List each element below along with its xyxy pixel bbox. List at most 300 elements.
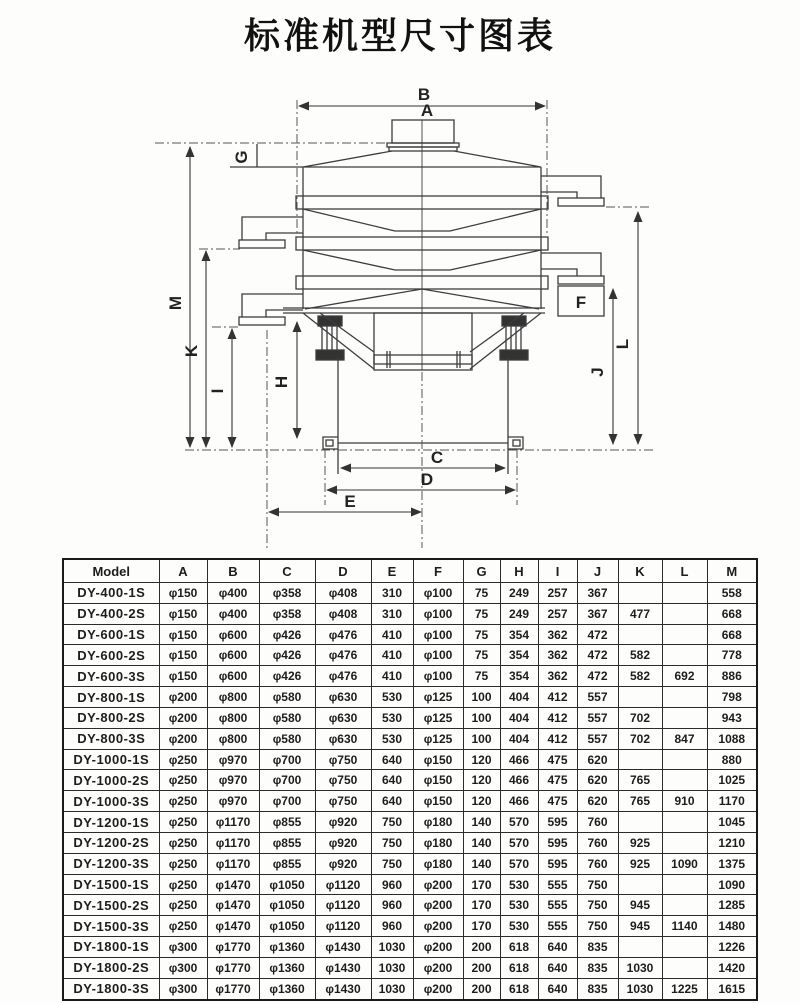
value-cell: 412 bbox=[538, 707, 577, 728]
value-cell: φ200 bbox=[159, 687, 207, 708]
table-row bbox=[63, 728, 757, 749]
column-header: K bbox=[618, 559, 662, 583]
value-cell: φ920 bbox=[315, 812, 371, 833]
table-row bbox=[63, 624, 757, 645]
dim-label-c: C bbox=[430, 448, 444, 467]
value-cell: 170 bbox=[463, 895, 500, 916]
value-cell: 880 bbox=[707, 749, 757, 770]
value-cell: φ250 bbox=[159, 832, 207, 853]
value-cell: 558 bbox=[707, 583, 757, 604]
value-cell: 530 bbox=[500, 874, 538, 895]
value-cell: 530 bbox=[371, 728, 413, 749]
table-row bbox=[63, 583, 757, 604]
value-cell: φ250 bbox=[159, 853, 207, 874]
dim-label-e: E bbox=[344, 492, 356, 511]
model-cell: DY-1800-2S bbox=[63, 957, 159, 978]
value-cell: 925 bbox=[618, 832, 662, 853]
value-cell: 1420 bbox=[707, 957, 757, 978]
value-cell bbox=[662, 957, 707, 978]
value-cell bbox=[618, 937, 662, 958]
value-cell: 1030 bbox=[371, 937, 413, 958]
value-cell bbox=[618, 624, 662, 645]
model-cell: DY-1200-2S bbox=[63, 832, 159, 853]
value-cell: 412 bbox=[538, 728, 577, 749]
value-cell: 692 bbox=[662, 666, 707, 687]
value-cell bbox=[662, 832, 707, 853]
value-cell: 1615 bbox=[707, 978, 757, 1000]
dim-label-h: H bbox=[272, 375, 291, 389]
value-cell: 798 bbox=[707, 687, 757, 708]
value-cell: 120 bbox=[463, 770, 500, 791]
value-cell: 200 bbox=[463, 957, 500, 978]
value-cell: φ150 bbox=[159, 603, 207, 624]
value-cell: 75 bbox=[463, 645, 500, 666]
value-cell: 618 bbox=[500, 978, 538, 1000]
value-cell: φ100 bbox=[413, 645, 463, 666]
value-cell: 620 bbox=[577, 791, 618, 812]
value-cell: 404 bbox=[500, 728, 538, 749]
value-cell: φ700 bbox=[259, 749, 315, 770]
value-cell: φ200 bbox=[413, 916, 463, 937]
value-cell: 555 bbox=[538, 916, 577, 937]
value-cell bbox=[662, 937, 707, 958]
value-cell: 354 bbox=[500, 624, 538, 645]
value-cell: 702 bbox=[618, 728, 662, 749]
value-cell: 668 bbox=[707, 624, 757, 645]
value-cell: 1170 bbox=[707, 791, 757, 812]
column-header: C bbox=[259, 559, 315, 583]
dim-label-j: J bbox=[588, 367, 607, 377]
table-row bbox=[63, 937, 757, 958]
value-cell: 477 bbox=[618, 603, 662, 624]
value-cell: φ250 bbox=[159, 916, 207, 937]
value-cell: 466 bbox=[500, 749, 538, 770]
value-cell: φ750 bbox=[315, 749, 371, 770]
value-cell: φ700 bbox=[259, 770, 315, 791]
value-cell: 945 bbox=[618, 916, 662, 937]
value-cell: 925 bbox=[618, 853, 662, 874]
value-cell: φ580 bbox=[259, 687, 315, 708]
value-cell: φ855 bbox=[259, 832, 315, 853]
model-cell: DY-600-3S bbox=[63, 666, 159, 687]
value-cell: φ1770 bbox=[207, 957, 259, 978]
column-header: G bbox=[463, 559, 500, 583]
value-cell: 1285 bbox=[707, 895, 757, 916]
value-cell: 945 bbox=[618, 895, 662, 916]
value-cell: φ125 bbox=[413, 728, 463, 749]
value-cell: φ1470 bbox=[207, 874, 259, 895]
value-cell: 765 bbox=[618, 791, 662, 812]
model-cell: DY-600-2S bbox=[63, 645, 159, 666]
column-header: B bbox=[207, 559, 259, 583]
value-cell: φ408 bbox=[315, 603, 371, 624]
value-cell: 640 bbox=[371, 749, 413, 770]
value-cell: φ1120 bbox=[315, 916, 371, 937]
value-cell: 410 bbox=[371, 666, 413, 687]
value-cell: 750 bbox=[371, 832, 413, 853]
column-header: J bbox=[577, 559, 618, 583]
value-cell: φ150 bbox=[413, 791, 463, 812]
value-cell: φ100 bbox=[413, 666, 463, 687]
dim-label-a: A bbox=[420, 101, 434, 120]
value-cell: 760 bbox=[577, 853, 618, 874]
value-cell: 960 bbox=[371, 874, 413, 895]
table-row bbox=[63, 812, 757, 833]
value-cell: φ400 bbox=[207, 583, 259, 604]
value-cell: 410 bbox=[371, 645, 413, 666]
value-cell: φ200 bbox=[413, 874, 463, 895]
table-row bbox=[63, 853, 757, 874]
dim-label-g: G bbox=[232, 150, 251, 164]
value-cell: 595 bbox=[538, 853, 577, 874]
value-cell: φ150 bbox=[159, 666, 207, 687]
value-cell: 750 bbox=[577, 916, 618, 937]
table-row bbox=[63, 770, 757, 791]
table-row bbox=[63, 895, 757, 916]
value-cell bbox=[662, 812, 707, 833]
value-cell: 618 bbox=[500, 957, 538, 978]
dim-label-k: K bbox=[182, 344, 201, 358]
value-cell: 354 bbox=[500, 666, 538, 687]
value-cell: φ100 bbox=[413, 603, 463, 624]
dim-label-b: B bbox=[417, 85, 431, 104]
value-cell: φ580 bbox=[259, 728, 315, 749]
value-cell: 170 bbox=[463, 916, 500, 937]
value-cell: φ630 bbox=[315, 687, 371, 708]
value-cell: 75 bbox=[463, 624, 500, 645]
value-cell: φ630 bbox=[315, 707, 371, 728]
value-cell: φ300 bbox=[159, 937, 207, 958]
value-cell: 765 bbox=[618, 770, 662, 791]
value-cell: 847 bbox=[662, 728, 707, 749]
table-row bbox=[63, 645, 757, 666]
value-cell bbox=[662, 770, 707, 791]
value-cell: φ426 bbox=[259, 666, 315, 687]
value-cell: 1140 bbox=[662, 916, 707, 937]
column-header: Model bbox=[63, 559, 159, 583]
value-cell: φ700 bbox=[259, 791, 315, 812]
value-cell: 1226 bbox=[707, 937, 757, 958]
value-cell: 100 bbox=[463, 687, 500, 708]
value-cell: 367 bbox=[577, 603, 618, 624]
value-cell: 595 bbox=[538, 832, 577, 853]
value-cell: φ1770 bbox=[207, 978, 259, 1000]
value-cell: φ400 bbox=[207, 603, 259, 624]
value-cell: 354 bbox=[500, 645, 538, 666]
dimension-table-wrap bbox=[62, 558, 756, 1001]
value-cell: 1030 bbox=[371, 957, 413, 978]
dim-label-l: L bbox=[613, 338, 632, 350]
value-cell: φ150 bbox=[413, 770, 463, 791]
value-cell: φ476 bbox=[315, 624, 371, 645]
value-cell: 640 bbox=[538, 937, 577, 958]
table-row bbox=[63, 874, 757, 895]
value-cell: 640 bbox=[538, 957, 577, 978]
value-cell: φ250 bbox=[159, 791, 207, 812]
value-cell: φ1120 bbox=[315, 874, 371, 895]
table-row bbox=[63, 791, 757, 812]
value-cell: φ855 bbox=[259, 812, 315, 833]
sieve-machine-outline bbox=[230, 120, 604, 474]
value-cell: 120 bbox=[463, 791, 500, 812]
value-cell: 100 bbox=[463, 707, 500, 728]
value-cell: φ1430 bbox=[315, 957, 371, 978]
value-cell bbox=[662, 624, 707, 645]
value-cell: 835 bbox=[577, 937, 618, 958]
spring-right bbox=[500, 316, 528, 360]
table-header-row bbox=[63, 559, 757, 583]
value-cell: 530 bbox=[371, 687, 413, 708]
model-cell: DY-1500-1S bbox=[63, 874, 159, 895]
value-cell: 1225 bbox=[662, 978, 707, 1000]
value-cell: φ1120 bbox=[315, 895, 371, 916]
value-cell bbox=[618, 583, 662, 604]
value-cell: 555 bbox=[538, 895, 577, 916]
value-cell: 472 bbox=[577, 645, 618, 666]
value-cell: 668 bbox=[707, 603, 757, 624]
value-cell: 249 bbox=[500, 583, 538, 604]
value-cell: 367 bbox=[577, 583, 618, 604]
column-header: H bbox=[500, 559, 538, 583]
value-cell: φ125 bbox=[413, 687, 463, 708]
value-cell: φ100 bbox=[413, 583, 463, 604]
value-cell: 475 bbox=[538, 770, 577, 791]
value-cell: 750 bbox=[577, 874, 618, 895]
value-cell: 960 bbox=[371, 916, 413, 937]
value-cell: 310 bbox=[371, 583, 413, 604]
value-cell: 140 bbox=[463, 812, 500, 833]
dim-label-i: I bbox=[208, 388, 227, 394]
table-row bbox=[63, 957, 757, 978]
value-cell: 555 bbox=[538, 874, 577, 895]
value-cell: 170 bbox=[463, 874, 500, 895]
value-cell: φ200 bbox=[159, 707, 207, 728]
value-cell: φ300 bbox=[159, 978, 207, 1000]
value-cell: 140 bbox=[463, 853, 500, 874]
model-cell: DY-1800-1S bbox=[63, 937, 159, 958]
value-cell: 257 bbox=[538, 603, 577, 624]
value-cell: φ1770 bbox=[207, 937, 259, 958]
dimension-letters bbox=[166, 85, 632, 511]
value-cell: 640 bbox=[538, 978, 577, 1000]
model-cell: DY-1500-3S bbox=[63, 916, 159, 937]
dim-label-m: M bbox=[166, 295, 185, 311]
model-cell: DY-800-1S bbox=[63, 687, 159, 708]
value-cell: 620 bbox=[577, 770, 618, 791]
value-cell: φ200 bbox=[413, 937, 463, 958]
value-cell: φ150 bbox=[159, 624, 207, 645]
dim-label-d: D bbox=[420, 470, 434, 489]
column-header: M bbox=[707, 559, 757, 583]
value-cell: 362 bbox=[538, 624, 577, 645]
value-cell bbox=[662, 645, 707, 666]
model-cell: DY-1000-1S bbox=[63, 749, 159, 770]
model-cell: DY-1000-2S bbox=[63, 770, 159, 791]
value-cell: 530 bbox=[500, 895, 538, 916]
value-cell: 75 bbox=[463, 583, 500, 604]
value-cell: 943 bbox=[707, 707, 757, 728]
value-cell: 310 bbox=[371, 603, 413, 624]
value-cell: φ600 bbox=[207, 666, 259, 687]
value-cell bbox=[618, 687, 662, 708]
value-cell: φ750 bbox=[315, 770, 371, 791]
value-cell: φ1360 bbox=[259, 957, 315, 978]
table-row bbox=[63, 749, 757, 770]
value-cell: 362 bbox=[538, 645, 577, 666]
value-cell: 200 bbox=[463, 978, 500, 1000]
value-cell: 75 bbox=[463, 603, 500, 624]
value-cell: 412 bbox=[538, 687, 577, 708]
value-cell: φ1430 bbox=[315, 978, 371, 1000]
value-cell: φ150 bbox=[159, 645, 207, 666]
value-cell: 640 bbox=[371, 791, 413, 812]
value-cell: 557 bbox=[577, 687, 618, 708]
dimension-table bbox=[62, 558, 758, 1001]
column-header: F bbox=[413, 559, 463, 583]
value-cell: φ180 bbox=[413, 832, 463, 853]
value-cell: φ250 bbox=[159, 874, 207, 895]
value-cell: φ358 bbox=[259, 603, 315, 624]
value-cell bbox=[618, 874, 662, 895]
value-cell: φ750 bbox=[315, 791, 371, 812]
value-cell: φ1470 bbox=[207, 895, 259, 916]
value-cell: 466 bbox=[500, 770, 538, 791]
value-cell: 410 bbox=[371, 624, 413, 645]
value-cell bbox=[618, 812, 662, 833]
value-cell: 835 bbox=[577, 957, 618, 978]
spring-left bbox=[316, 316, 344, 360]
value-cell: 557 bbox=[577, 728, 618, 749]
model-cell: DY-800-3S bbox=[63, 728, 159, 749]
model-cell: DY-1000-3S bbox=[63, 791, 159, 812]
model-cell: DY-1800-3S bbox=[63, 978, 159, 1000]
value-cell: 778 bbox=[707, 645, 757, 666]
value-cell: φ580 bbox=[259, 707, 315, 728]
table-row bbox=[63, 603, 757, 624]
value-cell: φ600 bbox=[207, 624, 259, 645]
value-cell: 582 bbox=[618, 645, 662, 666]
value-cell: φ200 bbox=[413, 957, 463, 978]
value-cell: φ408 bbox=[315, 583, 371, 604]
value-cell: 760 bbox=[577, 812, 618, 833]
table-row bbox=[63, 687, 757, 708]
value-cell: 404 bbox=[500, 707, 538, 728]
value-cell: φ358 bbox=[259, 583, 315, 604]
value-cell: 910 bbox=[662, 791, 707, 812]
value-cell: φ800 bbox=[207, 707, 259, 728]
value-cell bbox=[662, 749, 707, 770]
value-cell bbox=[662, 874, 707, 895]
value-cell: 472 bbox=[577, 666, 618, 687]
value-cell: 570 bbox=[500, 853, 538, 874]
outlet-right-1 bbox=[541, 176, 601, 198]
value-cell bbox=[618, 749, 662, 770]
outlet-left-1 bbox=[242, 217, 303, 240]
value-cell: φ250 bbox=[159, 770, 207, 791]
value-cell: 595 bbox=[538, 812, 577, 833]
value-cell: 1030 bbox=[618, 957, 662, 978]
value-cell: 618 bbox=[500, 937, 538, 958]
table-row bbox=[63, 916, 757, 937]
value-cell: 475 bbox=[538, 791, 577, 812]
model-cell: DY-1200-3S bbox=[63, 853, 159, 874]
value-cell: 570 bbox=[500, 832, 538, 853]
value-cell: φ920 bbox=[315, 853, 371, 874]
value-cell: φ426 bbox=[259, 645, 315, 666]
value-cell: 120 bbox=[463, 749, 500, 770]
page-title: 标准机型尺寸图表 bbox=[243, 15, 556, 56]
value-cell: 960 bbox=[371, 895, 413, 916]
table-row bbox=[63, 832, 757, 853]
model-cell: DY-400-1S bbox=[63, 583, 159, 604]
value-cell: φ200 bbox=[413, 978, 463, 1000]
value-cell bbox=[662, 583, 707, 604]
value-cell: 570 bbox=[500, 812, 538, 833]
value-cell: φ855 bbox=[259, 853, 315, 874]
value-cell: φ1170 bbox=[207, 832, 259, 853]
value-cell: 1030 bbox=[618, 978, 662, 1000]
value-cell: φ600 bbox=[207, 645, 259, 666]
value-cell: φ1470 bbox=[207, 916, 259, 937]
value-cell: 750 bbox=[371, 812, 413, 833]
value-cell: φ1170 bbox=[207, 853, 259, 874]
value-cell: 582 bbox=[618, 666, 662, 687]
value-cell: φ200 bbox=[159, 728, 207, 749]
column-header: D bbox=[315, 559, 371, 583]
value-cell: φ300 bbox=[159, 957, 207, 978]
value-cell: φ800 bbox=[207, 728, 259, 749]
value-cell: 1088 bbox=[707, 728, 757, 749]
value-cell: 557 bbox=[577, 707, 618, 728]
value-cell: φ920 bbox=[315, 832, 371, 853]
value-cell: φ970 bbox=[207, 749, 259, 770]
table-row bbox=[63, 707, 757, 728]
inlet-port bbox=[392, 120, 454, 143]
value-cell: φ180 bbox=[413, 812, 463, 833]
value-cell: 466 bbox=[500, 791, 538, 812]
column-header: L bbox=[662, 559, 707, 583]
value-cell: 530 bbox=[371, 707, 413, 728]
dim-label-f: F bbox=[575, 293, 587, 312]
value-cell: 640 bbox=[371, 770, 413, 791]
value-cell: φ630 bbox=[315, 728, 371, 749]
value-cell: 530 bbox=[500, 916, 538, 937]
value-cell: φ180 bbox=[413, 853, 463, 874]
value-cell: 702 bbox=[618, 707, 662, 728]
value-cell: 1090 bbox=[662, 853, 707, 874]
value-cell: φ100 bbox=[413, 624, 463, 645]
value-cell: φ1050 bbox=[259, 895, 315, 916]
value-cell: φ426 bbox=[259, 624, 315, 645]
column-header: I bbox=[538, 559, 577, 583]
value-cell: 760 bbox=[577, 832, 618, 853]
value-cell: φ1170 bbox=[207, 812, 259, 833]
value-cell: φ200 bbox=[413, 895, 463, 916]
value-cell: φ1050 bbox=[259, 916, 315, 937]
value-cell: 140 bbox=[463, 832, 500, 853]
value-cell bbox=[662, 707, 707, 728]
value-cell: 100 bbox=[463, 728, 500, 749]
value-cell: 362 bbox=[538, 666, 577, 687]
value-cell: 886 bbox=[707, 666, 757, 687]
value-cell: φ800 bbox=[207, 687, 259, 708]
value-cell: 1045 bbox=[707, 812, 757, 833]
value-cell: 1030 bbox=[371, 978, 413, 1000]
value-cell: 1210 bbox=[707, 832, 757, 853]
value-cell: φ1360 bbox=[259, 937, 315, 958]
dimension-table-body bbox=[63, 583, 757, 1001]
value-cell: φ150 bbox=[159, 583, 207, 604]
